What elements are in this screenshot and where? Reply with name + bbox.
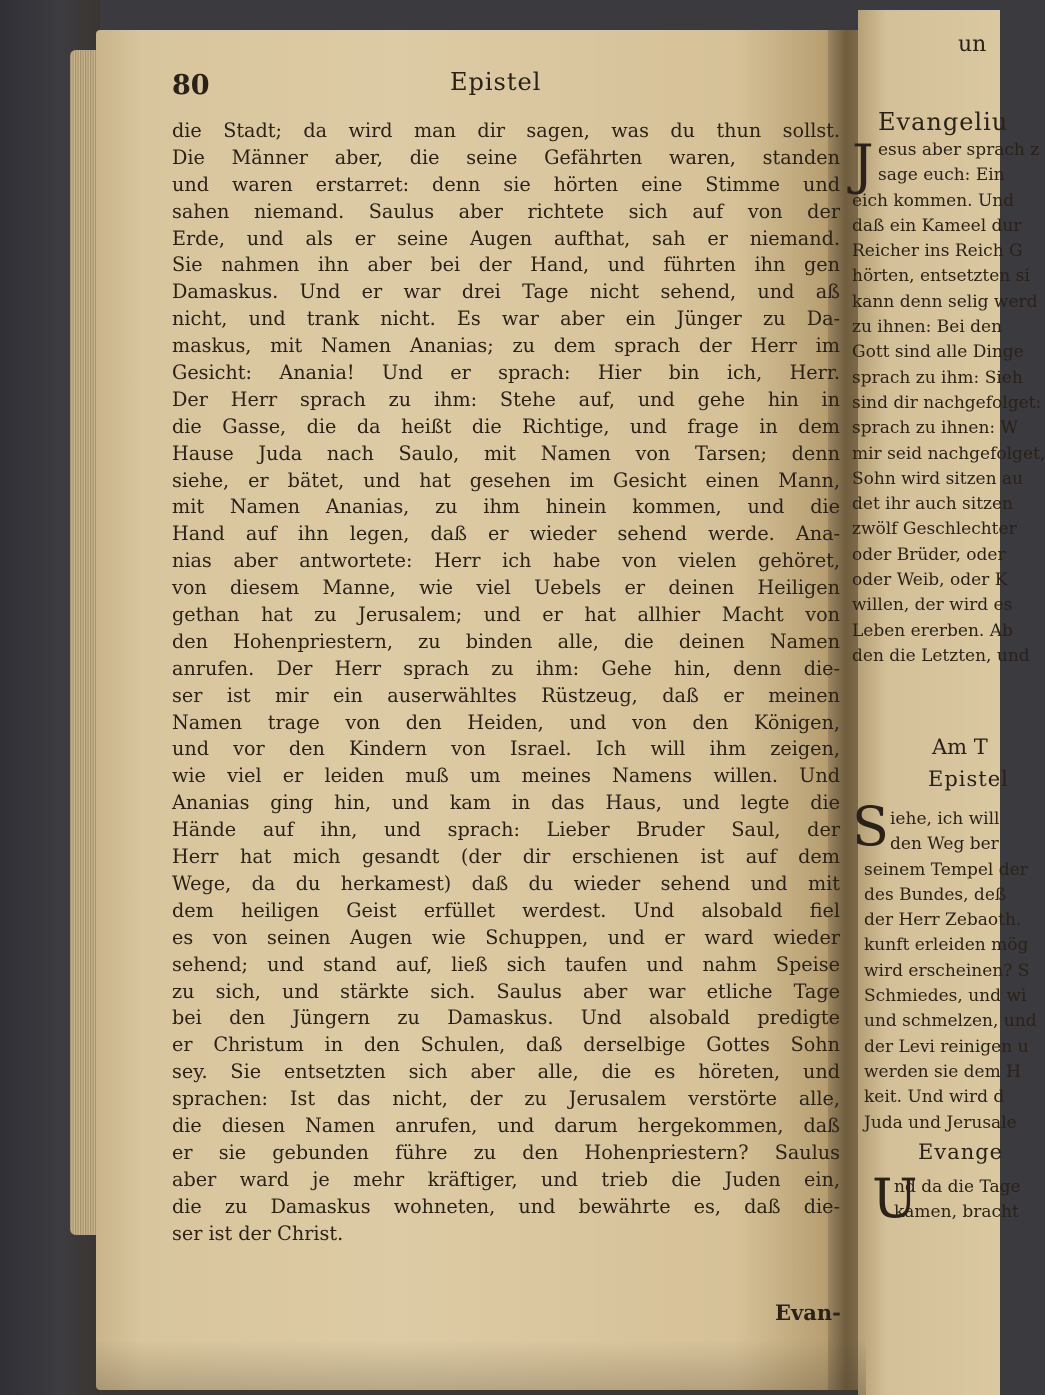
text-line: Damaskus. Und er war drei Tage nicht sehend, und aß: [172, 280, 840, 304]
left-page-body: [172, 118, 840, 1247]
text-line: siehe, er bätet, und hat gesehen im Gesicht einen Mann,: [172, 468, 840, 492]
text-line: wie viel er leiden muß um meines Namens willen. Und: [172, 764, 840, 788]
drop-initial-u: U: [872, 1167, 918, 1230]
right-text-line: esus aber sprach z: [878, 140, 1040, 160]
text-line: Die Männer aber, die seine Gefährten waren, standen: [172, 145, 840, 169]
right-text-line: seinem Tempel der: [864, 859, 1028, 880]
bottom-shadow: [96, 1340, 866, 1395]
text-line: dem heiligen Geist erfüllet werdest. Und alsobald fiel: [172, 898, 840, 922]
text-line: und waren erstarret: denn sie hörten eine Stimme und: [172, 172, 840, 196]
right-text-line: zu ihnen: Bei den: [852, 317, 1003, 338]
right-text-line: Leben ererben. Ab: [852, 620, 1013, 641]
right-text-line: und schmelzen, und: [864, 1011, 1037, 1032]
right-text-line: den die Letzten, und: [852, 645, 1030, 666]
right-text-line: Sohn wird sitzen au: [852, 468, 1024, 489]
right-text-line: Reicher ins Reich G: [852, 241, 1023, 262]
text-line: zu sich, und stärkte sich. Saulus aber war etliche Tage: [172, 979, 840, 1003]
text-line: den Hohenpriestern, zu binden alle, die deinen Namen: [172, 629, 840, 653]
right-text-line: sind dir nachgefolget:: [852, 392, 1042, 413]
right-text-line: det ihr auch sitzen: [852, 494, 1014, 515]
right-text-line: des Bundes, deß: [864, 884, 1007, 905]
text-line: Ananias ging hin, und kam in das Haus, und legte die: [172, 791, 840, 815]
page-number: 80: [172, 70, 210, 101]
text-line: sehend; und stand auf, ließ sich taufen und nahm Speise: [172, 952, 840, 976]
text-line: Hand auf ihn legen, daß er wieder sehend werde. Ana-: [172, 522, 840, 546]
right-text-line: der Levi reinigen u: [864, 1036, 1029, 1057]
right-text-line: Schmiedes, und wi: [864, 986, 1027, 1007]
right-text-line: Juda und Jerusale: [864, 1112, 1017, 1133]
right-heading-epistel: Epistel: [928, 767, 1009, 791]
right-text-line: wird erscheinen? S: [864, 960, 1030, 981]
text-line: die Stadt; da wird man dir sagen, was du thun sollst.: [172, 119, 840, 142]
text-line: ser ist der Christ.: [172, 1221, 344, 1245]
right-page-corner-text: un: [958, 32, 987, 57]
text-line: anrufen. Der Herr sprach zu ihm: Gehe hin, denn die-: [172, 656, 840, 680]
right-text-block-2: [864, 807, 1037, 1136]
right-text-line: oder Weib, oder K: [852, 570, 1008, 591]
right-text-line: eich kommen. Und: [852, 190, 1015, 211]
text-line: die zu Damaskus wohneten, und bewährte es, daß die-: [172, 1194, 840, 1218]
drop-initial-s: S: [852, 795, 889, 858]
text-line: Sie nahmen ihn aber bei der Hand, und führten ihn gen: [172, 253, 840, 277]
right-heading-evange: Evange: [918, 1140, 1004, 1164]
text-line: ser ist mir ein auserwähltes Rüstzeug, daß er meinen: [172, 683, 840, 707]
right-page: [852, 10, 1045, 1395]
right-text-line: iehe, ich will: [890, 809, 1000, 829]
right-heading-evangelium: Evangeliu: [878, 108, 1009, 136]
text-line: er Christum in den Schulen, daß derselbige Gottes Sohn: [172, 1033, 840, 1057]
right-text-line: kamen, bracht: [894, 1202, 1019, 1223]
text-line: Herr hat mich gesandt (der dir erschienen ist auf dem: [172, 845, 840, 869]
right-text-line: willen, der wird es: [852, 595, 1013, 616]
text-line: er sie gebunden führe zu den Hohenpriestern? Saulus: [172, 1140, 840, 1164]
right-text-line: sage euch: Ein: [878, 165, 1005, 186]
right-text-line: oder Brüder, oder: [852, 544, 1006, 565]
text-line: Der Herr sprach zu ihm: Stehe auf, und gehe hin in: [172, 387, 840, 411]
right-text-line: kann denn selig werd: [852, 291, 1038, 312]
right-text-line: sprach zu ihnen: W: [852, 418, 1018, 439]
text-line: sprachen: Ist das nicht, der zu Jerusalem verstörte alle,: [172, 1087, 840, 1111]
text-line: Wege, da du herkamest) daß du wieder sehend und mit: [172, 871, 840, 895]
text-line: es von seinen Augen wie Schuppen, und er ward wieder: [172, 925, 840, 949]
text-line: mit Namen Ananias, zu ihm hinein kommen, und die: [172, 495, 840, 519]
text-line: Namen trage von den Heiden, und von den Königen,: [172, 710, 840, 734]
text-line: gethan hat zu Jerusalem; und er hat allhier Macht von: [172, 603, 840, 627]
text-line: aber ward je mehr kräftiger, und trieb die Juden ein,: [172, 1167, 840, 1191]
text-line: Erde, und als er seine Augen aufthat, sah er niemand.: [172, 226, 840, 250]
right-text-line: nd da die Tage: [894, 1177, 1021, 1197]
right-text-block-3: [894, 1175, 1021, 1226]
drop-initial-j: J: [852, 133, 874, 196]
text-line: die diesen Namen anrufen, und darum hergekommen, daß: [172, 1113, 840, 1137]
text-line: maskus, mit Namen Ananias; zu dem sprach der Herr im: [172, 334, 840, 358]
text-line: und vor den Kindern von Israel. Ich will ihm zeigen,: [172, 737, 840, 761]
right-text-line: der Herr Zebaoth.: [864, 910, 1022, 931]
text-line: sey. Sie entsetzten sich aber alle, die es höreten, und: [172, 1060, 840, 1084]
text-line: nicht, und trank nicht. Es war aber ein Jünger zu Da-: [172, 307, 840, 331]
text-line: von diesem Manne, wie viel Uebels er deinen Heiligen: [172, 576, 840, 600]
running-head: Epistel: [450, 68, 542, 96]
right-text-line: mir seid nachgefolget,: [852, 443, 1045, 464]
right-text-line: sprach zu ihm: Sieh: [852, 367, 1023, 388]
text-line: die Gasse, die da heißt die Richtige, und frage in dem: [172, 414, 840, 438]
right-text-line: werden sie dem H: [864, 1061, 1021, 1082]
right-text-line: kunft erleiden mög: [864, 935, 1029, 956]
text-line: Hause Juda nach Saulo, mit Namen von Tarsen; denn: [172, 441, 840, 465]
right-text-line: Gott sind alle Dinge: [852, 342, 1024, 363]
text-line: Gesicht: Anania! Und er sprach: Hier bin ich, Herr.: [172, 361, 840, 385]
right-text-line: keit. Und wird d: [864, 1087, 1005, 1108]
text-line: bei den Jüngern zu Damaskus. Und alsobald predigte: [172, 1006, 840, 1030]
text-line: Hände auf ihn, und sprach: Lieber Bruder Saul, der: [172, 818, 840, 842]
right-text-line: zwölf Geschlechter: [852, 519, 1017, 540]
right-text-block-1: [852, 133, 1045, 669]
right-text-line: daß ein Kameel dur: [852, 215, 1022, 236]
text-line: nias aber antwortete: Herr ich habe von vielen gehöret,: [172, 549, 840, 573]
right-heading-am: Am T: [932, 735, 988, 759]
right-text-line: hörten, entsetzten si: [852, 266, 1030, 287]
text-line: sahen niemand. Saulus aber richtete sich auf von der: [172, 199, 840, 223]
catchword: Evan-: [775, 1300, 841, 1325]
right-text-line: den Weg ber: [890, 834, 999, 855]
